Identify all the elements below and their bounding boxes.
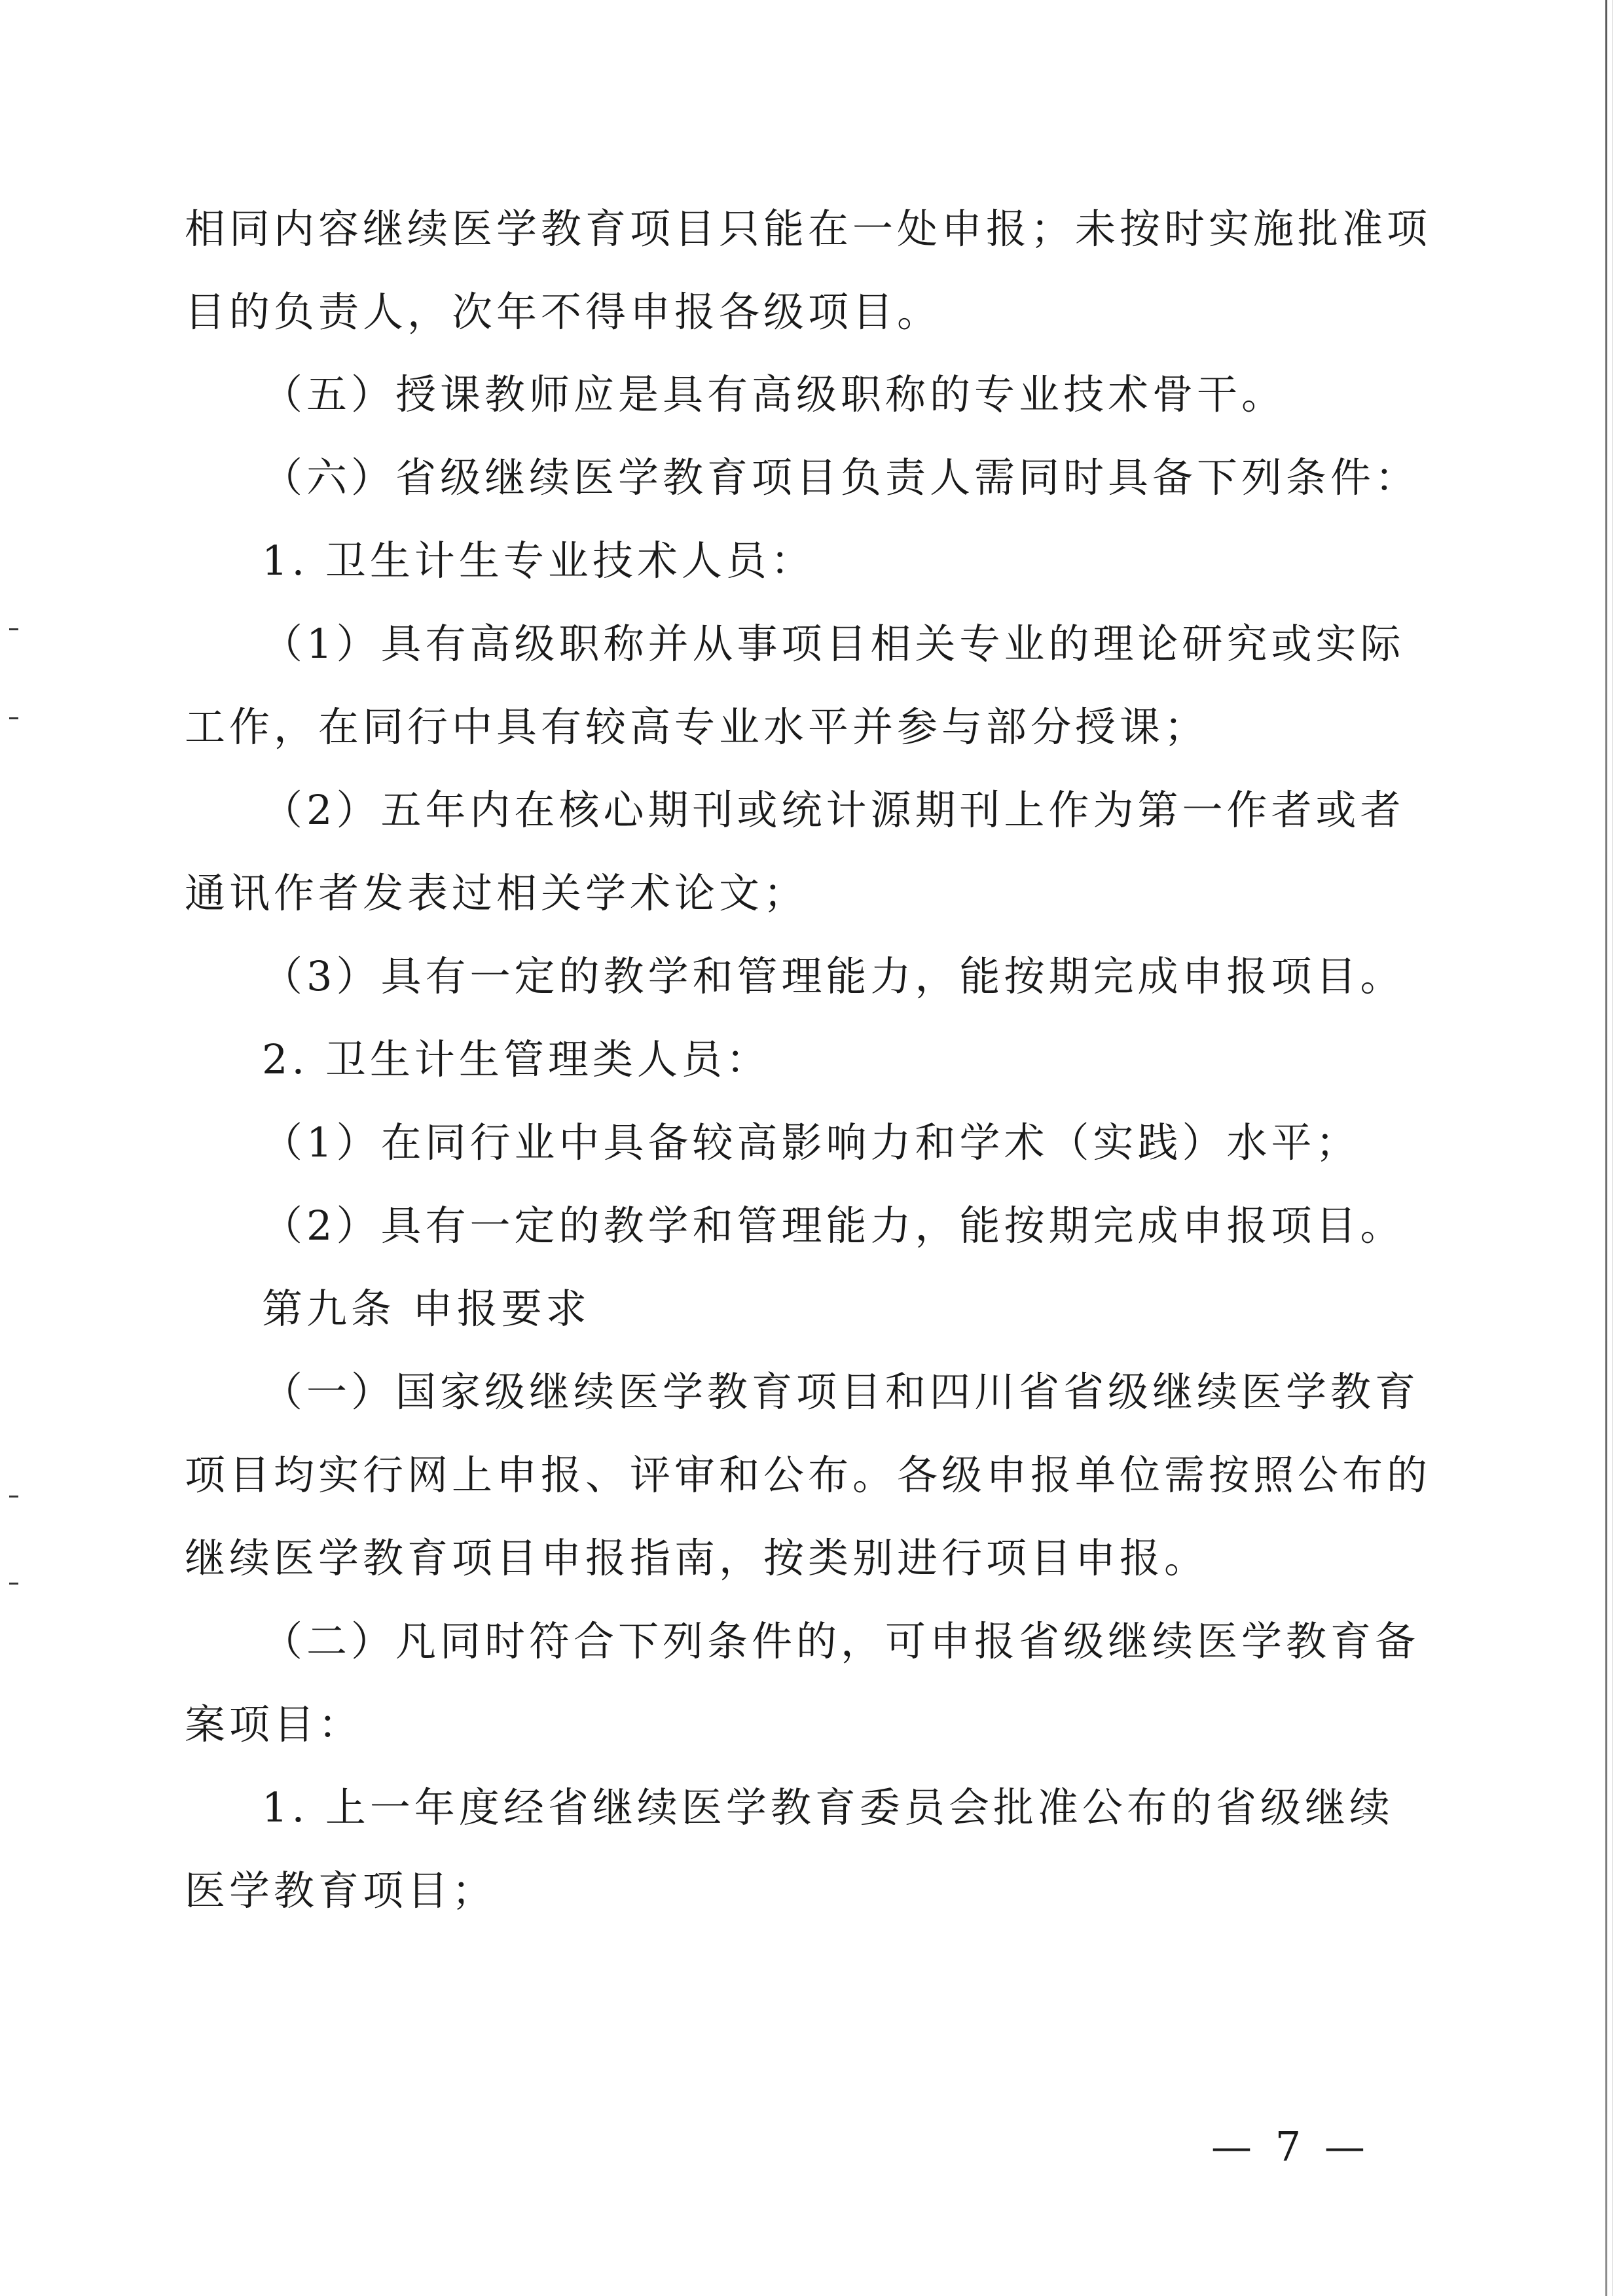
text-line-5: 1. 卫生计生专业技术人员： bbox=[262, 537, 815, 584]
scan-speck bbox=[9, 1583, 18, 1585]
text-line-12: （1）在同行业中具备较高影响力和学术（实践）水平； bbox=[262, 1119, 1360, 1166]
scan-speck bbox=[9, 717, 18, 719]
text-line-11: 2. 卫生计生管理类人员： bbox=[262, 1035, 771, 1083]
text-line-19: 案项目： bbox=[185, 1700, 363, 1748]
text-line-15: （一）国家级继续医学教育项目和四川省省级继续医学教育 bbox=[262, 1368, 1420, 1416]
text-line-13: （2）具有一定的教学和管理能力，能按期完成申报项目。 bbox=[262, 1202, 1405, 1249]
scan-edge-line bbox=[1605, 0, 1607, 2296]
text-line-9: 通讯作者发表过相关学术论文； bbox=[185, 869, 809, 917]
text-line-16: 项目均实行网上申报、评审和公布。各级申报单位需按照公布的 bbox=[185, 1451, 1432, 1499]
page-number: — 7 — bbox=[1211, 2123, 1370, 2170]
text-line-2: 目的负责人，次年不得申报各级项目。 bbox=[185, 288, 942, 336]
text-line-21: 医学教育项目； bbox=[185, 1867, 497, 1914]
scan-edge-line-faint bbox=[1612, 0, 1613, 2296]
text-line-20: 1. 上一年度经省继续医学教育委员会批准公布的省级继续 bbox=[262, 1784, 1394, 1831]
text-line-8: （2）五年内在核心期刊或统计源期刊上作为第一作者或者 bbox=[262, 786, 1405, 834]
scan-speck bbox=[9, 628, 18, 630]
text-line-7: 工作，在同行中具有较高专业水平并参与部分授课； bbox=[185, 703, 1209, 751]
scan-speck bbox=[9, 1496, 18, 1498]
text-line-3: （五）授课教师应是具有高级职称的专业技术骨干。 bbox=[262, 370, 1286, 418]
text-line-6: （1）具有高级职称并从事项目相关专业的理论研究或实际 bbox=[262, 620, 1405, 668]
text-line-18: （二）凡同时符合下列条件的，可申报省级继续医学教育备 bbox=[262, 1617, 1420, 1665]
text-line-1: 相同内容继续医学教育项目只能在一处申报；未按时实施批准项 bbox=[185, 205, 1432, 253]
section-heading: 第九条 申报要求 bbox=[262, 1285, 591, 1333]
text-line-17: 继续医学教育项目申报指南，按类别进行项目申报。 bbox=[185, 1534, 1209, 1582]
text-line-4: （六）省级继续医学教育项目负责人需同时具备下列条件： bbox=[262, 454, 1420, 501]
text-line-10: （3）具有一定的教学和管理能力，能按期完成申报项目。 bbox=[262, 952, 1405, 1000]
